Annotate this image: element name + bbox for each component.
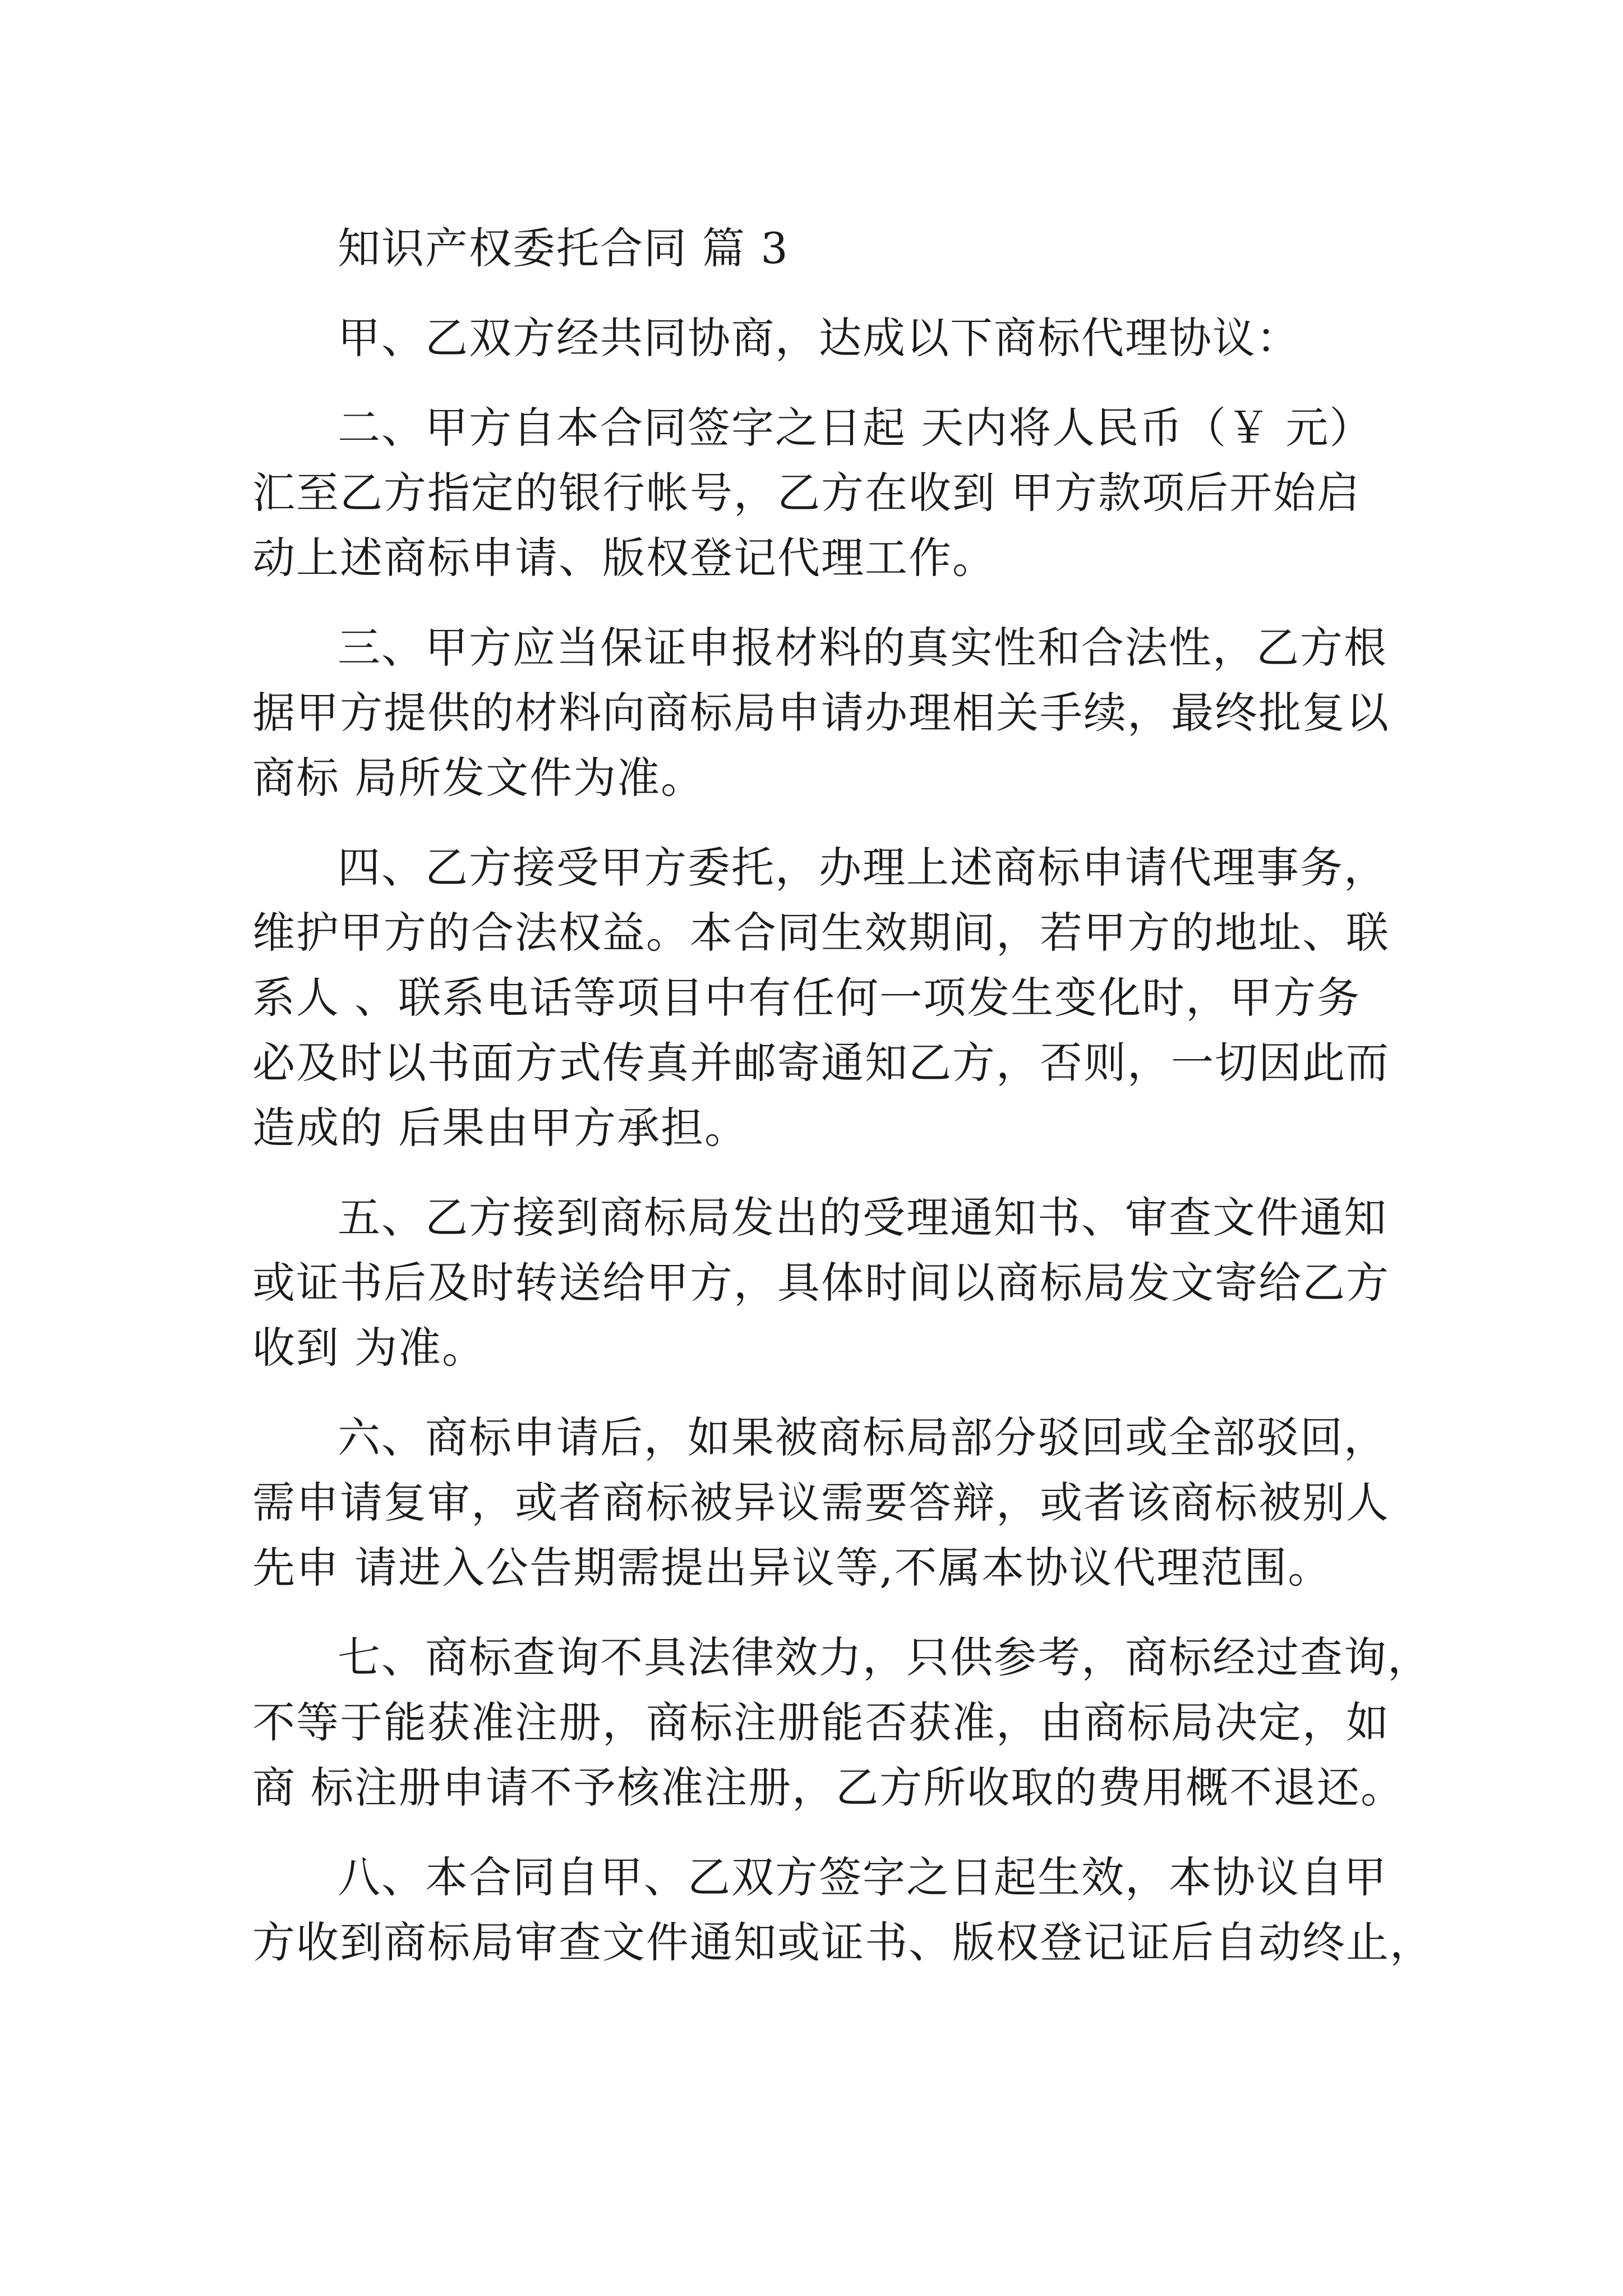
paragraph-line: 甲、乙双方经共同协商，达成以下商标代理协议： xyxy=(338,313,1300,363)
paragraph-line: 维护甲方的合法权益。本合同生效期间，若甲方的地址、联 xyxy=(252,908,1390,958)
paragraph-line: 六、商标申请后，如果被商标局部分驳回或全部驳回， xyxy=(338,1412,1387,1462)
paragraph-line: 三、甲方应当保证申报材料的真实性和合法性，乙方根 xyxy=(338,623,1387,673)
paragraph-line: 动上述商标申请、版权登记代理工作。 xyxy=(252,533,996,583)
paragraph-line: 二、甲方自本合同签字之日起 天内将人民币（￥ 元） xyxy=(338,403,1373,453)
paragraph-line: 商 标注册申请不予核准注册，乙方所收取的费用概不退还。 xyxy=(252,1763,1405,1812)
paragraph-line: 商标 局所发文件为准。 xyxy=(252,753,705,803)
paragraph-line: 先申 请进入公告期需提出异议等,不属本协议代理范围。 xyxy=(252,1543,1332,1593)
paragraph-line: 七、商标查询不具法律效力，只供参考，商标经过查询， xyxy=(338,1632,1431,1682)
document-title: 知识产权委托合同 篇 3 xyxy=(338,223,789,273)
paragraph-line: 需申请复审，或者商标被异议需要答辩，或者该商标被别人 xyxy=(252,1478,1390,1527)
clause-4 xyxy=(252,835,1390,1161)
paragraph-line: 造成的 后果由甲方承担。 xyxy=(252,1103,749,1153)
document-body xyxy=(252,216,1433,1975)
paragraph-line: 四、乙方接受甲方委托，办理上述商标申请代理事务， xyxy=(338,843,1387,892)
paragraph-line: 据甲方提供的材料向商标局申请办理相关手续，最终批复以 xyxy=(252,688,1390,738)
clause-8 xyxy=(252,1845,1433,1975)
paragraph-line: 五、乙方接到商标局发出的受理通知书、审查文件通知 xyxy=(338,1193,1387,1243)
paragraph-line: 汇至乙方指定的银行帐号，乙方在收到 甲方款项后开始启 xyxy=(252,468,1361,518)
paragraph-line: 或证书后及时转送给甲方，具体时间以商标局发文寄给乙方 xyxy=(252,1258,1390,1308)
paragraph-intro xyxy=(252,306,1385,371)
clause-7 xyxy=(252,1625,1431,1820)
paragraph-line: 八、本合同自甲、乙双方签字之日起生效，本协议自甲 xyxy=(338,1852,1387,1902)
paragraph-line: 系人 、联系电话等项目中有任何一项发生变化时，甲方务 xyxy=(252,973,1361,1023)
paragraph-line: 收到 为准。 xyxy=(252,1323,486,1373)
paragraph-line: 必及时以书面方式传真并邮寄通知乙方，否则，一切因此而 xyxy=(252,1038,1390,1088)
clause-5 xyxy=(252,1185,1390,1381)
paragraph-line: 不等于能获准注册，商标注册能否获准，由商标局决定，如 xyxy=(252,1697,1390,1747)
paragraph-line: 方收到商标局审查文件通知或证书、版权登记证后自动终止， xyxy=(252,1917,1433,1967)
clause-3 xyxy=(252,615,1390,811)
clause-2 xyxy=(252,395,1385,591)
clause-6 xyxy=(252,1405,1390,1600)
